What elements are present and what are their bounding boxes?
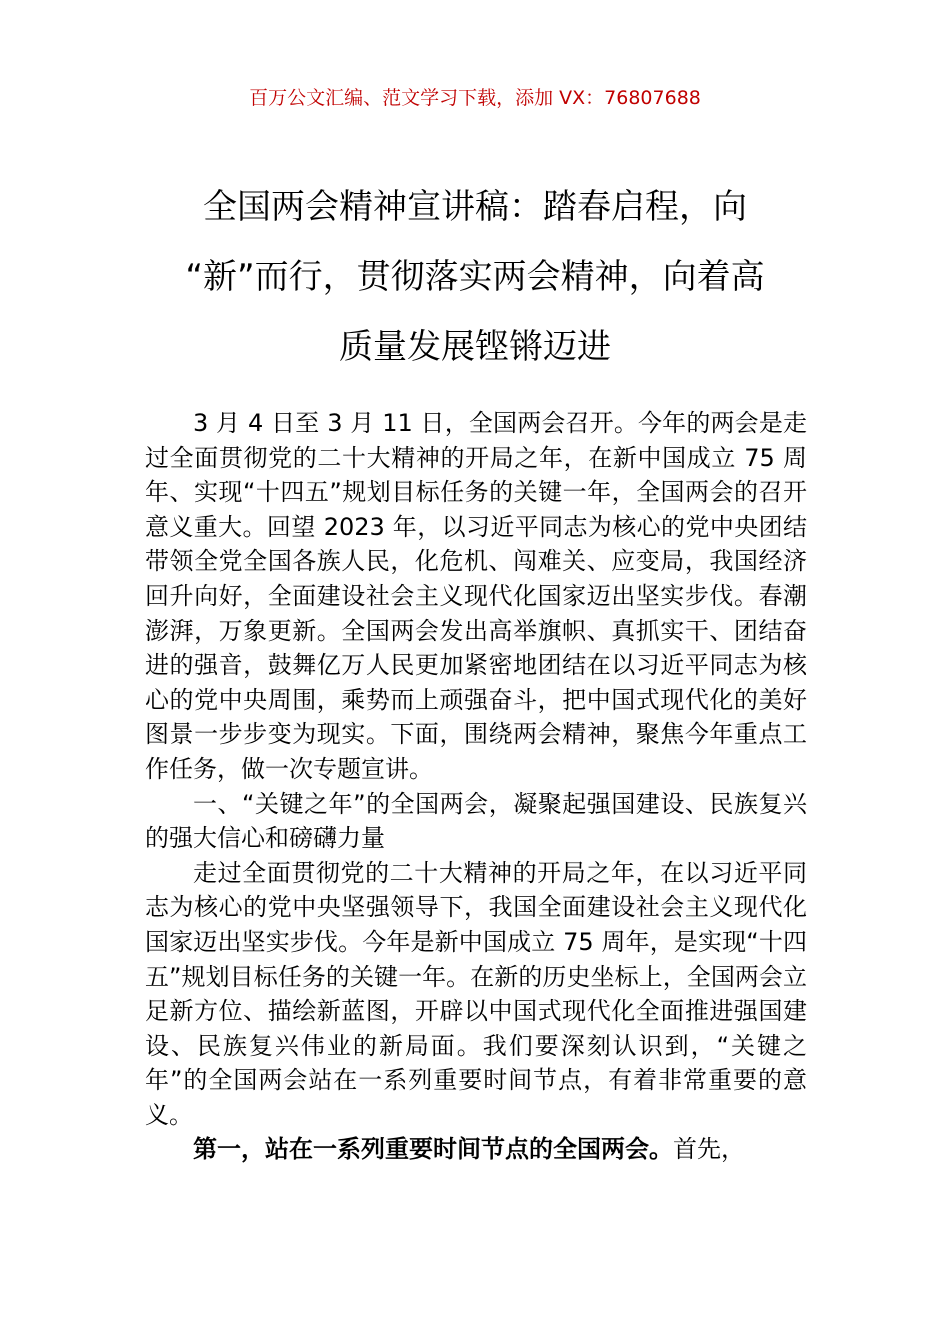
first-point-text: 首先， [673, 1135, 745, 1164]
first-point-lead: 第一，站在一系列重要时间节点的全国两会。 [193, 1135, 673, 1164]
title-line: 全国两会精神宣讲稿：踏春启程，向 [203, 187, 747, 227]
document-body [145, 406, 807, 1167]
paragraph-intro: 3 月 4 日至 3 月 11 日，全国两会召开。今年的两会是走过全面贯彻党的二十大精神的开局之年，在新中国成立 75 周年、实现“十四五”规划目标任务的关键一年，全国两会的召开意义重大。回望 2023 年，以习近平同志为核心的党中央团结带领全党全国各族人民，化危机、闯难关、应变局，我国经济回升向好，全面建设社会主义现代化国家迈出坚实步伐。春潮澎湃，万象更新。全国两会发出高举旗帜、真抓实干、团结奋进的强音，鼓舞亿万人民更加紧密地团结在以习近平同志为核心的党中央周围，乘势而上顽强奋斗，把中国式现代化的美好图景一步步变为现实。下面，围绕两会精神，聚焦今年重点工作任务，做一次专题宣讲。 [145, 409, 807, 783]
section-heading-1: 一、“关键之年”的全国两会，凝聚起强国建设、民族复兴的强大信心和磅礴力量 [145, 789, 807, 853]
document-title [150, 172, 800, 382]
paragraph-section-1: 走过全面贯彻党的二十大精神的开局之年，在以习近平同志为核心的党中央坚强领导下，我国全面建设社会主义现代化国家迈出坚实步伐。今年是新中国成立 75 周年，是实现“十四五”规划目标任务的关键一年。在新的历史坐标上，全国两会立足新方位、描绘新蓝图，开辟以中国式现代化全面推进强国建设、民族复兴伟业的新局面。我们要深刻认识到，“关键之年”的全国两会站在一系列重要时间节点，有着非常重要的意义。 [145, 858, 807, 1129]
paragraph-first-point [145, 1132, 807, 1167]
title-line: “新”而行，贯彻落实两会精神，向着高 [185, 257, 765, 297]
title-line: 质量发展铿锵迈进 [339, 327, 611, 367]
header-note: 百万公文汇编、范文学习下载，添加 VX：76807688 [249, 87, 701, 109]
